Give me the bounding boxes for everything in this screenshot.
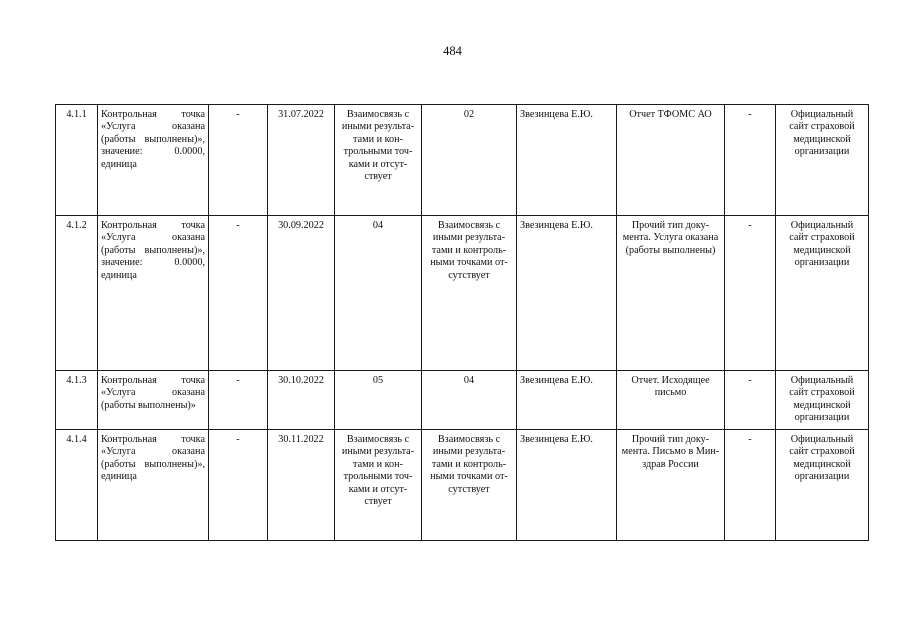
- dash-cell: -: [209, 105, 268, 216]
- row-number: 4.1.3: [56, 371, 98, 430]
- date-cell: 30.09.2022: [268, 216, 335, 371]
- table-row: [56, 371, 869, 430]
- document-type: Прочий тип доку- мента. Услуга оказана (работы выполнены): [617, 216, 725, 371]
- dash-cell: -: [725, 105, 776, 216]
- predecessor-cell: Взаимосвязь с иными результа- тами и контроль- ными точками от- сутствует: [422, 216, 517, 371]
- document-type: Отчет ТФОМС АО: [617, 105, 725, 216]
- dash-cell: -: [209, 371, 268, 430]
- dash-cell: -: [725, 216, 776, 371]
- responsible-person: Звезинцева Е.Ю.: [517, 216, 617, 371]
- document-type: Прочий тип доку- мента. Письмо в Мин- здрав России: [617, 430, 725, 541]
- control-point-name: Контрольная точка «Услуга оказана (работы выполнены)»: [98, 371, 209, 430]
- control-point-name: Контрольная точка «Услуга оказана (работы выполнены)», значение: 0.0000, единица: [98, 216, 209, 371]
- dash-cell: -: [725, 371, 776, 430]
- row-number: 4.1.2: [56, 216, 98, 371]
- table-row: [56, 430, 869, 541]
- date-cell: 31.07.2022: [268, 105, 335, 216]
- control-points-table: [55, 104, 869, 541]
- relation-cell: 04: [335, 216, 422, 371]
- info-source: Официальный сайт страховой медицинской организации: [776, 371, 869, 430]
- predecessor-cell: 04: [422, 371, 517, 430]
- dash-cell: -: [725, 430, 776, 541]
- page-number: 484: [443, 44, 462, 58]
- row-number: 4.1.4: [56, 430, 98, 541]
- predecessor-cell: 02: [422, 105, 517, 216]
- date-cell: 30.11.2022: [268, 430, 335, 541]
- info-source: Официальный сайт страховой медицинской организации: [776, 105, 869, 216]
- control-point-name: Контрольная точка «Услуга оказана (работы выполнены)», значение: 0.0000, единица: [98, 105, 209, 216]
- info-source: Официальный сайт страховой медицинской организации: [776, 216, 869, 371]
- dash-cell: -: [209, 216, 268, 371]
- relation-cell: Взаимосвязь с иными результа- тами и кон- трольными точ- ками и отсут- ствует: [335, 105, 422, 216]
- predecessor-cell: Взаимосвязь с иными результа- тами и контроль- ными точками от- сутствует: [422, 430, 517, 541]
- relation-cell: 05: [335, 371, 422, 430]
- row-number: 4.1.1: [56, 105, 98, 216]
- control-point-name: Контрольная точка «Услуга оказана (работы выполнены)», единица: [98, 430, 209, 541]
- responsible-person: Звезинцева Е.Ю.: [517, 430, 617, 541]
- info-source: Официальный сайт страховой медицинской организации: [776, 430, 869, 541]
- table-row: [56, 216, 869, 371]
- table-row: [56, 105, 869, 216]
- document-type: Отчет. Исходящее письмо: [617, 371, 725, 430]
- relation-cell: Взаимосвязь с иными результа- тами и кон- трольными точ- ками и отсут- ствует: [335, 430, 422, 541]
- date-cell: 30.10.2022: [268, 371, 335, 430]
- dash-cell: -: [209, 430, 268, 541]
- responsible-person: Звезинцева Е.Ю.: [517, 371, 617, 430]
- responsible-person: Звезинцева Е.Ю.: [517, 105, 617, 216]
